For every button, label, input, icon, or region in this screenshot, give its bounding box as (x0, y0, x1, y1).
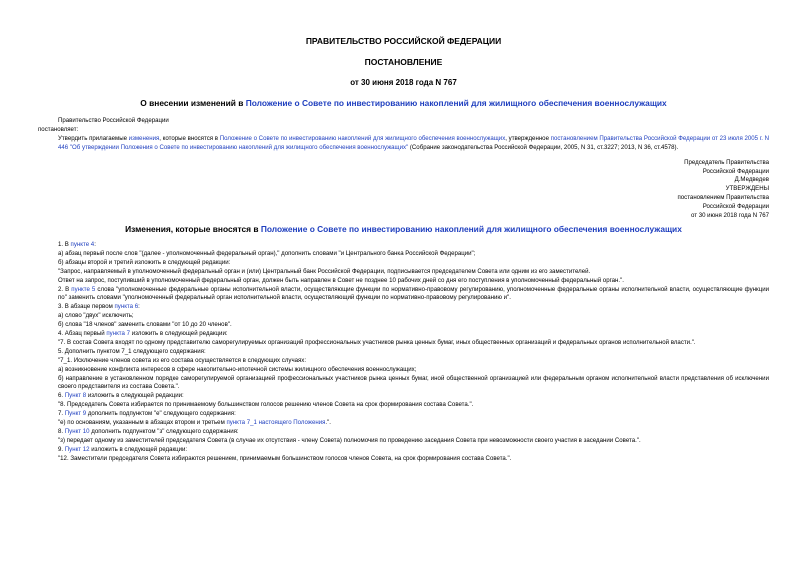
item-7-quote: "е) по основаниям, указанным в абзацах втором и третьем пункта 7_1 настоящего Положения.". (58, 419, 331, 427)
preamble-paragraph: Утвердить прилагаемые изменения, которые вносятся в Положение о Совете по инвестированию накоплений для жилищного обеспечения военнослужащих, утвержденное постановлением Правительства Российской Федерации от 23 июля 2005 г. N 446 "Об утверждении Положения о Совете по инвестированию накоплений для жилищного обеспечения военнослужащих" (Собрание законодательства Российской Федерации, 2005, N 31, ст.3227; 2013, N 36, ст.4578). (58, 134, 770, 151)
item-1-quote2: Ответ на запрос, поступивший в уполномоченный федеральный орган, должен быть направлен в Совет не позднее 10 рабочих дней со дня его поступления в уполномоченный федеральный орган.". (58, 276, 624, 284)
item-5-quote-b: б) направление в установленном порядке саморегулируемой организацией профессиональных участников рынка ценных бумаг, иной общественной организацией или федеральным органом исполнительной власти представления об исключении своего представителя из состава Совета.". (58, 374, 769, 391)
link-point-7-1[interactable]: пункта 7_1 настоящего Положения (226, 419, 326, 427)
item-5-quote-a: а) возникновение конфликта интересов в сфере накопительно-ипотечной системы жилищного обеспечения военнослужащих; (58, 365, 417, 373)
item-1a: а) абзац первый после слов "(далее - уполномоченный федеральный орган)," дополнить словами "и Центрального банка Российской Федерации"; (58, 249, 476, 257)
item-6: 6. Пункт 8 изложить в следующей редакции: (58, 392, 184, 400)
item-3b: б) слова "18 членов" заменить словами "от 10 до 20 членов". (58, 321, 232, 329)
item-3: 3. В абзаце первом пункта 6: (58, 303, 140, 311)
item-5: 5. Дополнить пунктом 7_1 следующего содержания: (58, 347, 206, 355)
item-9: 9. Пункт 12 изложить в следующей редакции: (58, 445, 188, 453)
changes-link[interactable]: изменения (128, 134, 160, 142)
item-5-quote1: "7_1. Исключение членов совета из его состава осуществляется в следующих случаях: (58, 356, 307, 364)
item-1: 1. В пункте 4: (58, 240, 96, 248)
item-8-quote: "з) передает одному из заместителей председателя Совета (в случае их отсутствия - члену Совета) полномочия по проведению заседания Совета при невозможности своего участия в заседании Совета.". (58, 436, 641, 444)
item-8: 8. Пункт 10 дополнить подпунктом "з" следующего содержания: (58, 428, 239, 435)
item-1-quote1: "Запрос, направляемый в уполномоченный федеральный орган и (или) Центральный банк Российской Федерации, подписывается председателем Совета или одним из его заместителей. (58, 267, 591, 275)
link-point-8[interactable]: Пункт 8 (64, 392, 87, 400)
preamble-line1: Правительство Российской Федерации (58, 117, 169, 124)
changes-title: Изменения, которые вносятся в Положение о Совете по инвестированию накоплений для жилищного обеспечения военнослужащих (125, 223, 682, 234)
item-2: 2. В пункте 5 слова "уполномоченные федеральные органы исполнительной власти, осуществляющие функции по нормативно-правовому регулированию, уполномоченные федеральные органы исполнительной власти, осуществляющие функции по" заменить словами "уполномоченный федеральный орган исполнительной власти, осуществляющий функции по нормативно-правовому регулированию и". (58, 285, 769, 302)
document-title: О внесении изменений в Положение о Совете по инвестированию накоплений для жилищного обеспечения военнослужащих (140, 98, 667, 108)
item-6-quote: "8. Председатель Совета избирается по принимаемому большинством голосов решению членов Совета на срок формирования состава Совета.". (58, 401, 474, 409)
link-point-7[interactable]: пункта 7 (106, 330, 130, 338)
link-point-10[interactable]: Пункт 10 (64, 428, 90, 435)
link-point-5[interactable]: пункте 5 (71, 285, 96, 293)
signature-block: Председатель Правительства Российской Федерации Д.Медведев УТВЕРЖДЕНЫ постановлением Правительства Российской Федерации от 30 июня 2018 года N 767 (677, 158, 769, 220)
regulation-link[interactable]: Положение о Совете по инвестированию накоплений для жилищного обеспечения военнослужащих (219, 134, 506, 142)
link-point-12[interactable]: Пункт 12 (64, 445, 90, 453)
preamble-line2: постановляет: (38, 125, 79, 133)
item-9-quote: "12. Заместители председателя Совета избираются решением, принимаемым большинством голосов членов Совета, на срок формирования состава Совета.". (58, 454, 512, 462)
item-4-quote: "7. В состав Совета входят по одному представителю саморегулируемых организаций профессиональных участников рынка ценных бумаг, иных общественных организаций и федеральных органов исполнительной власти.". (58, 338, 696, 346)
item-3a: а) слово "двух" исключить; (58, 312, 134, 320)
link-point-9[interactable]: Пункт 9 (64, 410, 87, 418)
government-heading: ПРАВИТЕЛЬСТВО РОССИЙСКОЙ ФЕДЕРАЦИИ (305, 36, 502, 46)
changes-title-link[interactable]: Положение о Совете по инвестированию накоплений для жилищного обеспечения военнослужащих (260, 223, 682, 234)
item-7: 7. Пункт 9 дополнить подпунктом "е" следующего содержания: (58, 410, 236, 418)
resolution-link[interactable]: постановлением Правительства Российской Федерации от 23 июля 2005 г. N 446 "Об утверждении Положения о Совете по инвестированию накоплений для жилищного обеспечения военнослужащих" (58, 134, 770, 151)
link-point-4[interactable]: пункте 4 (70, 240, 95, 248)
document-date-number: от 30 июня 2018 года N 767 (350, 78, 457, 87)
document-type: ПОСТАНОВЛЕНИЕ (364, 57, 443, 67)
item-4: 4. Абзац первый пункта 7 изложить в следующей редакции: (58, 330, 228, 338)
title-link[interactable]: Положение о Совете по инвестированию накоплений для жилищного обеспечения военнослужащих (245, 98, 667, 108)
item-1b: б) абзацы второй и третий изложить в следующей редакции: (58, 258, 231, 266)
link-point-6[interactable]: пункта 6 (114, 303, 139, 311)
